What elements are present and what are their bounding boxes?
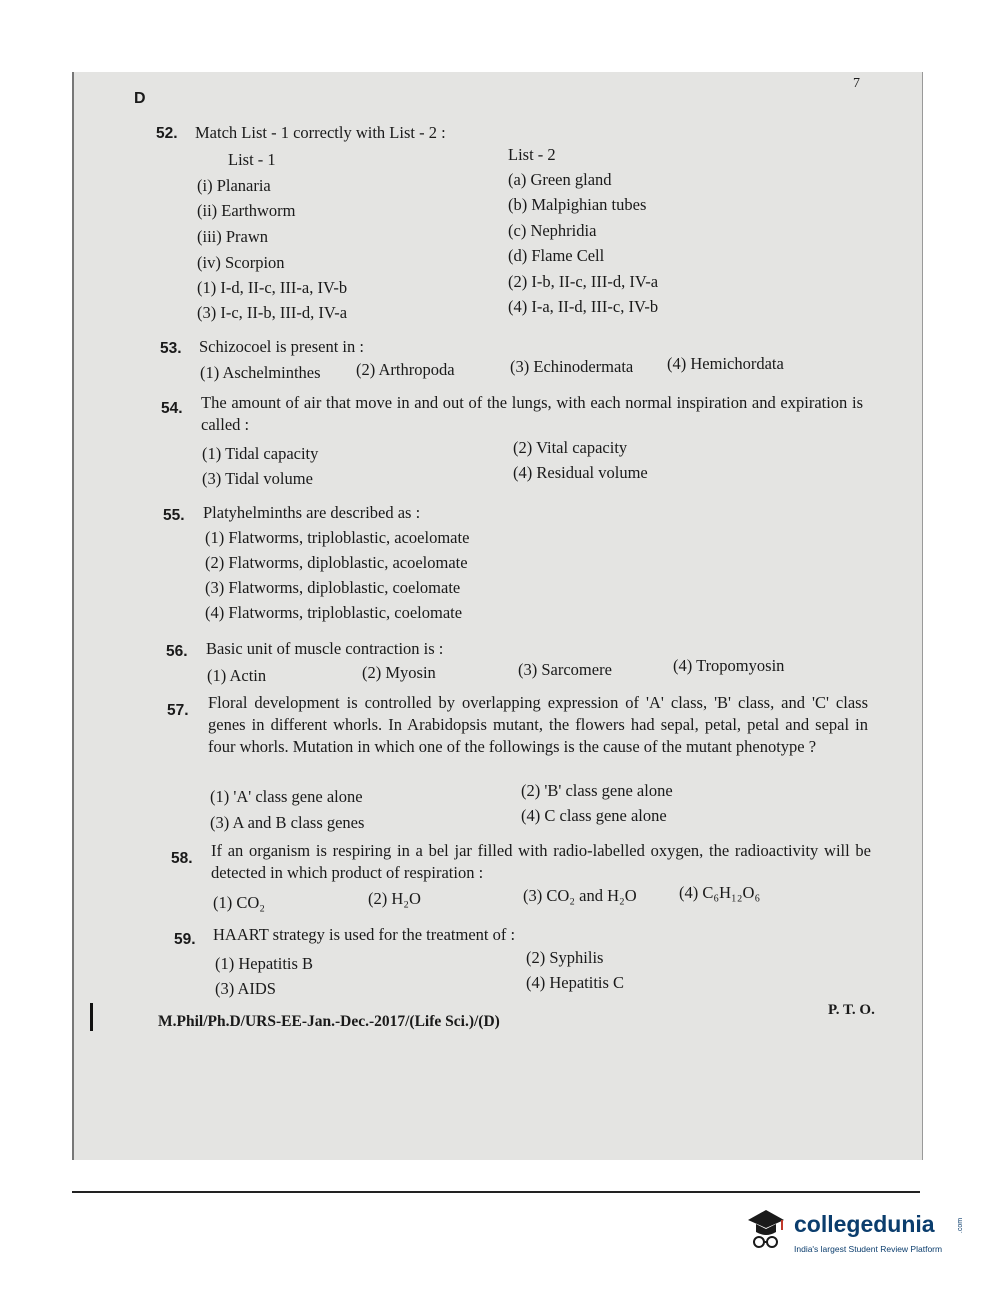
margin-mark <box>90 1003 93 1031</box>
option: (4) Hemichordata <box>667 354 784 373</box>
question-text: Schizocoel is present in : <box>199 337 364 356</box>
option: (1) I-d, II-c, III-a, IV-b <box>197 278 348 297</box>
list-2-item: (b) Malpighian tubes <box>508 195 647 214</box>
question-number: 57. <box>167 702 189 719</box>
set-code: D <box>134 90 146 107</box>
option: (2) Flatworms, diploblastic, acoelomate <box>205 553 468 572</box>
option: (3) I-c, II-b, III-d, IV-a <box>197 303 348 322</box>
page-number: 7 <box>853 76 860 91</box>
list-1-item: (iv) Scorpion <box>197 253 285 272</box>
brand-domain: .com <box>957 1217 965 1234</box>
question-text: Platyhelminths are described as : <box>203 503 421 522</box>
question-number: 52. <box>156 125 178 142</box>
question-text: The amount of air that move in and out of the lungs, with each normal inspiration and expiration is called : <box>201 393 863 434</box>
brand-tagline: India's largest Student Review Platform <box>794 1244 943 1254</box>
list-2-item: (d) Flame Cell <box>508 246 605 265</box>
list-1-item: (i) Planaria <box>197 176 271 195</box>
option: (3) Echinodermata <box>510 357 634 376</box>
brand-name: collegedunia <box>794 1211 935 1237</box>
option: (4) Residual volume <box>513 463 648 482</box>
option: (3) CO₂ and H₂O <box>523 886 637 905</box>
option: (4) I-a, II-d, III-c, IV-b <box>508 297 659 316</box>
option: (3) Flatworms, diploblastic, coelomate <box>205 578 461 597</box>
option: (2) Vital capacity <box>513 438 628 457</box>
list-1-title: List - 1 <box>228 150 276 169</box>
page-bottom-line <box>72 1191 920 1193</box>
option: (3) A and B class genes <box>210 813 365 832</box>
option: (2) H₂O <box>368 889 421 908</box>
option: (2) Myosin <box>362 663 436 682</box>
option: (1) 'A' class gene alone <box>210 787 363 806</box>
list-2-item: (a) Green gland <box>508 170 612 189</box>
question-text: Match List - 1 correctly with List - 2 : <box>195 123 446 142</box>
option: (1) CO₂ <box>213 893 266 912</box>
list-2-title: List - 2 <box>508 145 556 164</box>
option: (4) C₆H₁₂O₆ <box>679 883 761 902</box>
option: (1) Tidal capacity <box>202 444 319 463</box>
option: (3) AIDS <box>215 979 276 998</box>
question-number: 56. <box>166 643 188 660</box>
option: (1) Aschelminthes <box>200 363 321 382</box>
question-text: HAART strategy is used for the treatment of : <box>213 925 516 944</box>
option: (2) I-b, II-c, III-d, IV-a <box>508 272 659 291</box>
question-number: 55. <box>163 507 185 524</box>
option: (1) Hepatitis B <box>215 954 314 973</box>
please-turn-over: P. T. O. <box>828 1002 875 1018</box>
option: (2) Arthropoda <box>356 360 455 379</box>
option: (1) Actin <box>207 666 267 685</box>
option: (4) Tropomyosin <box>673 656 785 675</box>
mascot-icon <box>742 1204 788 1250</box>
question-text: If an organism is respiring in a bel jar filled with radio-labelled oxygen, the radioactivity will be detected in which product of respiration : <box>211 841 871 882</box>
question-number: 54. <box>161 400 183 417</box>
option: (3) Tidal volume <box>202 469 313 488</box>
question-number: 53. <box>160 340 182 357</box>
question-text: Basic unit of muscle contraction is : <box>206 639 444 658</box>
list-2-item: (c) Nephridia <box>508 221 597 240</box>
option: (4) C class gene alone <box>521 806 667 825</box>
option: (1) Flatworms, triploblastic, acoelomate <box>205 528 470 547</box>
option: (3) Sarcomere <box>518 660 612 679</box>
list-1-item: (iii) Prawn <box>197 227 269 246</box>
paper-code: M.Phil/Ph.D/URS-EE-Jan.-Dec.-2017/(Life Sci.)/(D) <box>158 1013 500 1030</box>
option: (4) Flatworms, triploblastic, coelomate <box>205 603 463 622</box>
question-text: Floral development is controlled by overlapping expression of 'A' class, 'B' class, and 'C' class genes in different whorls. In Arabidopsis mutant, the flowers had sepal, petal, petal and sepal in four whorls. Mutation in which one of the followings is the cause of the mutant phenotype ? <box>208 693 868 756</box>
list-1-item: (ii) Earthworm <box>197 201 296 220</box>
option: (2) Syphilis <box>526 948 604 967</box>
option: (2) 'B' class gene alone <box>521 781 673 800</box>
question-number: 59. <box>174 931 196 948</box>
option: (4) Hepatitis C <box>526 973 625 992</box>
question-number: 58. <box>171 850 193 867</box>
